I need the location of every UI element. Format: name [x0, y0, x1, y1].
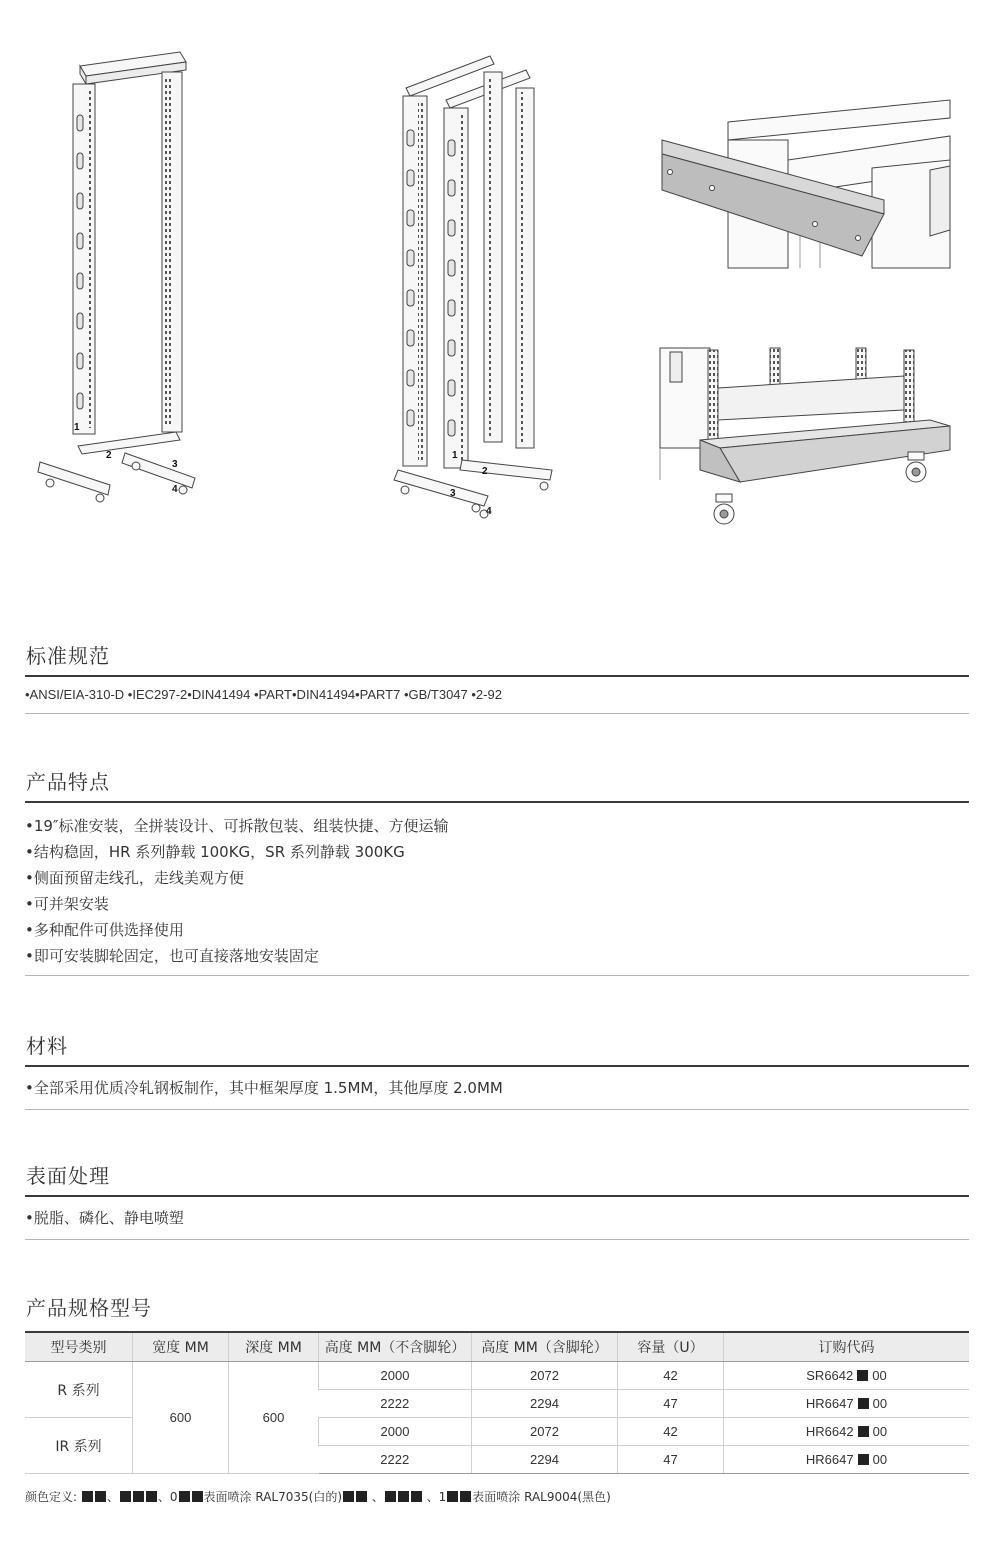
feature-item: •可并架安装 [25, 895, 109, 913]
black-square-icon [120, 1491, 131, 1502]
material-text: •全部采用优质冷轧钢板制作，其中框架厚度 1.5MM，其他厚度 2.0MM [25, 1079, 503, 1097]
series-cell: IR 系列 [25, 1418, 133, 1474]
footnote-text: 、0 [157, 1490, 178, 1504]
capacity-cell: 47 [618, 1446, 724, 1474]
order-code-prefix: HR6647 [805, 1396, 854, 1411]
col-header: 型号类别 [25, 1332, 133, 1362]
black-square-icon [133, 1491, 144, 1502]
part-label-1b: 1 [452, 450, 458, 461]
part-label-3b: 3 [450, 488, 456, 499]
color-code-square-icon [857, 1370, 868, 1381]
order-code-prefix: HR6642 [805, 1424, 854, 1439]
black-square-icon [146, 1491, 157, 1502]
section-title: 材料 [26, 1034, 68, 1058]
color-code-square-icon [858, 1426, 869, 1437]
standards-section [25, 640, 969, 714]
order-code-suffix: 00 [872, 1368, 887, 1383]
section-title: 标准规范 [26, 644, 110, 668]
section-title: 产品特点 [26, 770, 110, 794]
material-section [25, 1030, 969, 1110]
black-square-icon [447, 1491, 458, 1502]
color-code-square-icon [858, 1454, 869, 1465]
section-title: 产品规格型号 [26, 1296, 152, 1320]
feature-item: •19″标准安装，全拼装设计、可拆散包装、组装快捷、方便运输 [25, 817, 449, 835]
section-bottom-rule [25, 1109, 969, 1110]
product-illustrations [0, 0, 1000, 560]
order-code-cell [724, 1446, 970, 1474]
height-caster-cell: 2072 [472, 1418, 618, 1446]
col-header: 宽度 MM [133, 1332, 229, 1362]
black-square-icon [460, 1491, 471, 1502]
bracket-detail-view [662, 100, 950, 268]
black-square-icon [398, 1491, 409, 1502]
order-code-prefix: HR6647 [805, 1452, 854, 1467]
section-title: 表面处理 [26, 1164, 110, 1188]
surface-section [25, 1160, 969, 1240]
order-code-suffix: 00 [872, 1424, 888, 1439]
black-square-icon [385, 1491, 396, 1502]
footnote-text: 、1 [422, 1490, 447, 1504]
order-code-cell [724, 1390, 970, 1418]
order-code-suffix: 00 [872, 1452, 888, 1467]
capacity-cell: 42 [618, 1362, 724, 1390]
footnote-text: 表面喷涂 RAL9004(黑色) [472, 1490, 611, 1504]
height-caster-cell: 2072 [472, 1362, 618, 1390]
order-code-suffix: 00 [872, 1396, 888, 1411]
features-section [25, 766, 969, 976]
black-square-icon [95, 1491, 106, 1502]
black-square-icon [343, 1491, 354, 1502]
spec-table [25, 1331, 969, 1474]
section-bottom-rule [25, 975, 969, 976]
height-cell: 2000 [319, 1418, 472, 1446]
series-cell: R 系列 [25, 1362, 133, 1418]
col-header: 深度 MM [229, 1332, 319, 1362]
black-square-icon [82, 1491, 93, 1502]
surface-text: •脱脂、磷化、静电喷塑 [25, 1209, 184, 1227]
black-square-icon [192, 1491, 203, 1502]
part-label-4b: 4 [486, 506, 492, 517]
standards-list: •ANSI/EIA-310-D •IEC297-2•DIN41494 •PART•DIN41494•PART7 •GB/T3047 •2-92 [25, 687, 502, 702]
depth-cell: 600 [229, 1362, 319, 1474]
order-code-cell [724, 1362, 970, 1390]
footnote-text: 、 [106, 1490, 119, 1504]
feature-item: •即可安装脚轮固定，也可直接落地安装固定 [25, 947, 319, 965]
capacity-cell: 47 [618, 1390, 724, 1418]
height-caster-cell: 2294 [472, 1446, 618, 1474]
footnote-text: 表面喷涂 RAL7035(白的) [203, 1490, 342, 1504]
height-cell: 2000 [319, 1362, 472, 1390]
part-label-4: 4 [172, 484, 178, 495]
order-code-prefix: SR6642 [806, 1368, 854, 1383]
order-code-cell [724, 1418, 970, 1446]
section-bottom-rule [25, 1239, 969, 1240]
part-label-2: 2 [106, 450, 112, 461]
col-header: 订购代码 [724, 1332, 970, 1362]
part-label-2b: 2 [482, 466, 488, 477]
base-detail-view [660, 348, 950, 524]
width-cell: 600 [133, 1362, 229, 1474]
black-square-icon [411, 1491, 422, 1502]
color-code-square-icon [858, 1398, 869, 1409]
feature-item: •结构稳固，HR 系列静载 100KG，SR 系列静载 300KG [25, 843, 405, 861]
color-definition-note [25, 1488, 611, 1505]
black-square-icon [356, 1491, 367, 1502]
col-header: 容量（U） [618, 1332, 724, 1362]
table-row [25, 1362, 969, 1390]
rack-exploded-view-2 [394, 56, 552, 518]
feature-item: •侧面预留走线孔，走线美观方便 [25, 869, 244, 887]
footnote-text: 、 [368, 1490, 384, 1504]
spec-section [25, 1292, 969, 1327]
footnote-label: 颜色定义: [25, 1490, 78, 1504]
col-header: 高度 MM（不含脚轮） [319, 1332, 472, 1362]
part-label-3: 3 [172, 459, 178, 470]
height-cell: 2222 [319, 1446, 472, 1474]
rack-exploded-view-1 [38, 52, 195, 502]
section-bottom-rule [25, 713, 969, 714]
feature-item: •多种配件可供选择使用 [25, 921, 184, 939]
col-header: 高度 MM（含脚轮） [472, 1332, 618, 1362]
height-caster-cell: 2294 [472, 1390, 618, 1418]
part-label-1: 1 [74, 422, 80, 433]
table-header-row [25, 1332, 969, 1362]
height-cell: 2222 [319, 1390, 472, 1418]
capacity-cell: 42 [618, 1418, 724, 1446]
black-square-icon [179, 1491, 190, 1502]
